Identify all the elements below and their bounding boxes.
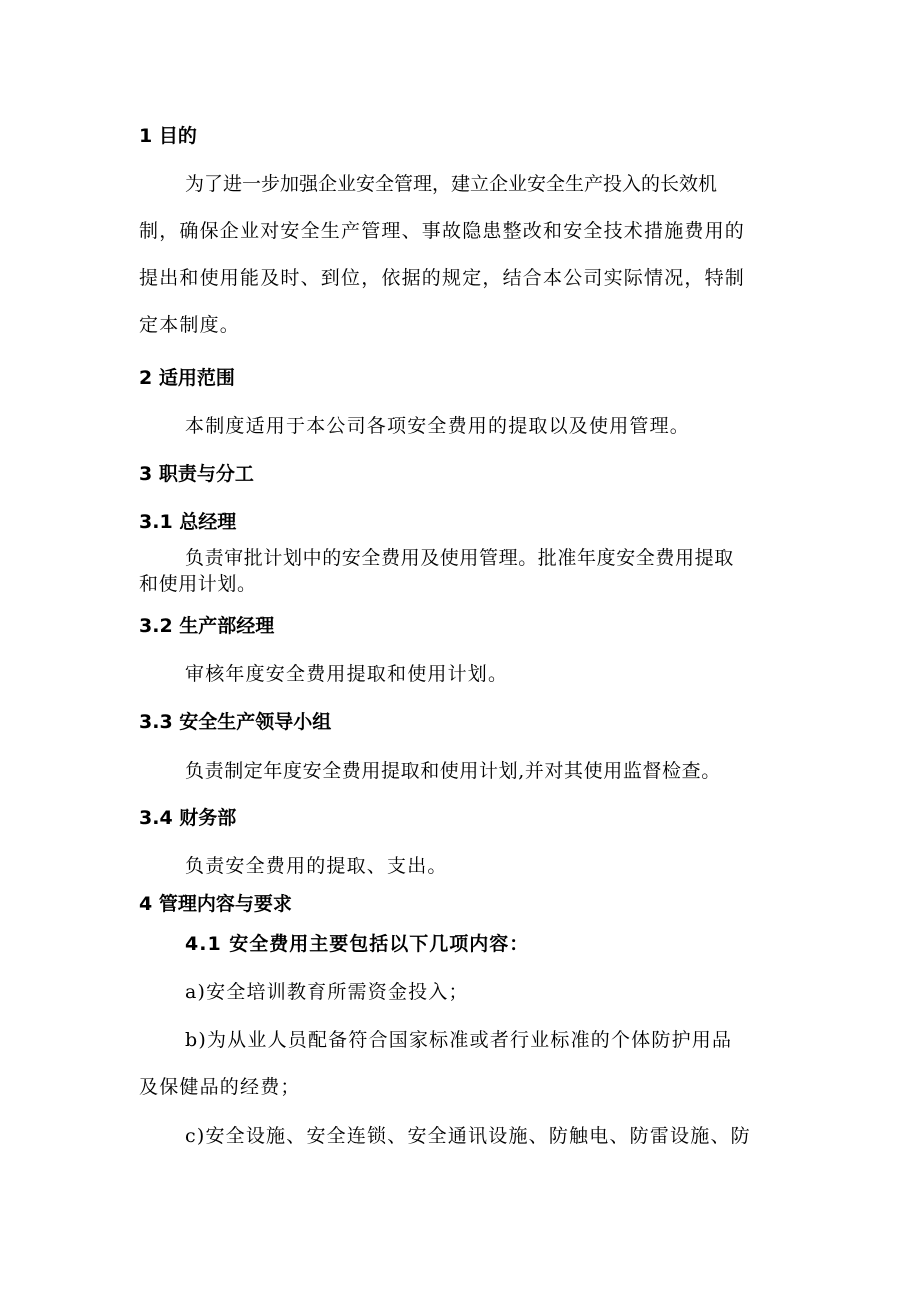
section-1-paragraph-line-2: 制，确保企业对安全生产管理、事故隐患整改和安全技术措施费用的 (139, 220, 746, 242)
section-4-1-item-c-line-1: c)安全设施、安全连锁、安全通讯设施、防触电、防雷设施、防 (185, 1125, 751, 1147)
section-4-heading: 4 管理内容与要求 (139, 893, 292, 915)
section-1-heading: 1 目的 (139, 125, 197, 147)
section-2-paragraph: 本制度适用于本公司各项安全费用的提取以及使用管理。 (185, 415, 691, 437)
section-4-1-item-b-line-2: 及保健品的经费； (139, 1076, 301, 1098)
section-3-4-heading: 3.4 财务部 (139, 807, 237, 829)
section-4-1-item-a: a)安全培训教育所需资金投入； (185, 981, 469, 1003)
section-3-3-heading: 3.3 安全生产领导小组 (139, 711, 332, 733)
section-3-heading: 3 职责与分工 (139, 463, 254, 485)
section-3-1-heading: 3.1 总经理 (139, 511, 237, 533)
section-3-2-heading: 3.2 生产部经理 (139, 615, 275, 637)
section-2-heading: 2 适用范围 (139, 367, 235, 389)
section-3-1-line-2: 和使用计划。 (139, 573, 257, 595)
section-3-2-line-1: 审核年度安全费用提取和使用计划。 (185, 663, 509, 685)
section-1-paragraph-line-1: 为了进一步加强企业安全管理，建立企业安全生产投入的长效机 (185, 173, 718, 195)
section-1-paragraph-line-4: 定本制度。 (139, 314, 241, 336)
section-3-3-line-1: 负责制定年度安全费用提取和使用计划,并对其使用监督检查。 (185, 760, 721, 782)
section-4-1-item-b-line-1: b)为从业人员配备符合国家标准或者行业标准的个体防护用品 (185, 1029, 733, 1051)
section-3-4-line-1: 负责安全费用的提取、支出。 (185, 855, 448, 877)
section-4-1-heading: 4.1 安全费用主要包括以下几项内容： (185, 933, 530, 955)
section-1-paragraph-line-3: 提出和使用能及时、到位，依据的规定，结合本公司实际情况，特制 (139, 267, 746, 289)
section-3-1-line-1: 负责审批计划中的安全费用及使用管理。批准年度安全费用提取 (185, 547, 734, 569)
